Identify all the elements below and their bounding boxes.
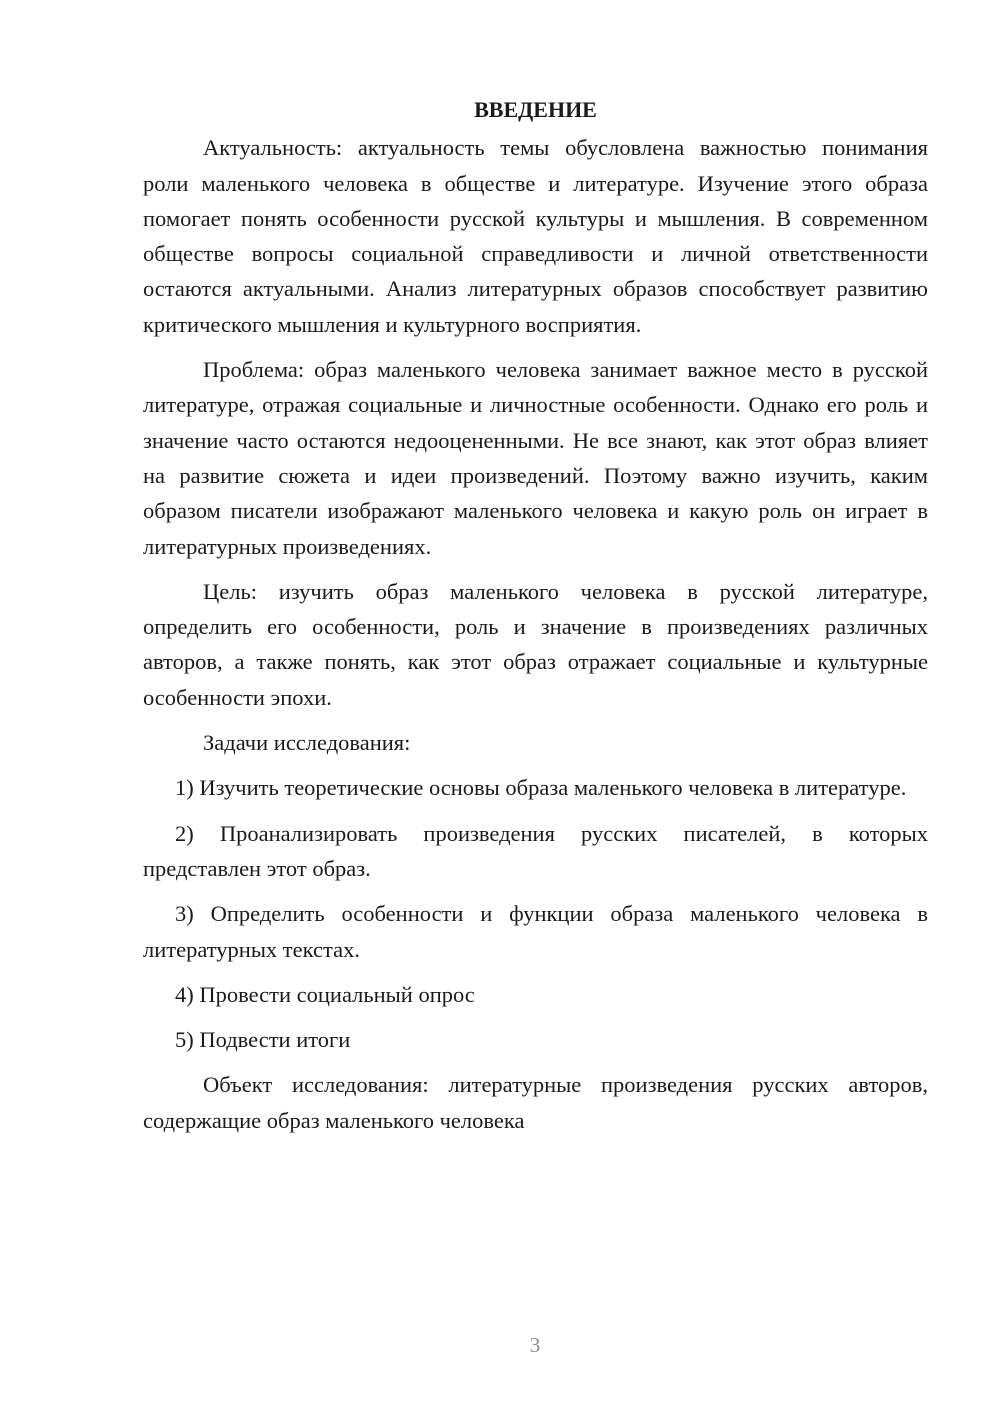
page-body xyxy=(143,92,928,1138)
task-item-4: 4) Провести социальный опрос xyxy=(175,981,475,1007)
object-paragraph: Объект исследования: литературные произведения русских авторов, содержащие образ маленького человека xyxy=(143,1072,928,1133)
goal-paragraph: Цель: изучить образ маленького человека в русской литературе, определить его особенности, роль и значение в произведениях различных авторов, а также понять, как этот образ отражает социальные и культурные особенности эпохи. xyxy=(143,578,928,710)
task-item-1: 1) Изучить теоретические основы образа маленького человека в литературе. xyxy=(175,775,907,801)
relevance-paragraph: Актуальность: актуальность темы обусловлена важностью понимания роли маленького человека в обществе и литературе. Изучение этого образа помогает понять особенности русской культуры и мышления. В современном обществе вопросы социальной справедливости и личной ответственности остаются актуальными. Анализ литературных образов способствует развитию критического мышления и культурного восприятия. xyxy=(143,135,928,337)
tasks-heading: Задачи исследования: xyxy=(203,730,411,756)
page-title: ВВЕДЕНИЕ xyxy=(474,97,597,122)
task-item-5: 5) Подвести итоги xyxy=(175,1027,351,1053)
task-item-2: 2) Проанализировать произведения русских писателей, в которых представлен этот образ. xyxy=(143,820,928,881)
task-item-3: 3) Определить особенности и функции образа маленького человека в литературных текстах. xyxy=(143,901,928,962)
problem-paragraph: Проблема: образ маленького человека занимает важное место в русской литературе, отражая социальные и личностные особенности. Однако его роль и значение часто остаются недооцененными. Не все знают, как этот образ влияет на развитие сюжета и идеи произведений. Поэтому важно изучить, каким образом писатели изображают маленького человека и какую роль он играет в литературных произведениях. xyxy=(143,357,928,559)
page-number: 3 xyxy=(529,1333,541,1357)
tasks-list xyxy=(143,770,928,1057)
